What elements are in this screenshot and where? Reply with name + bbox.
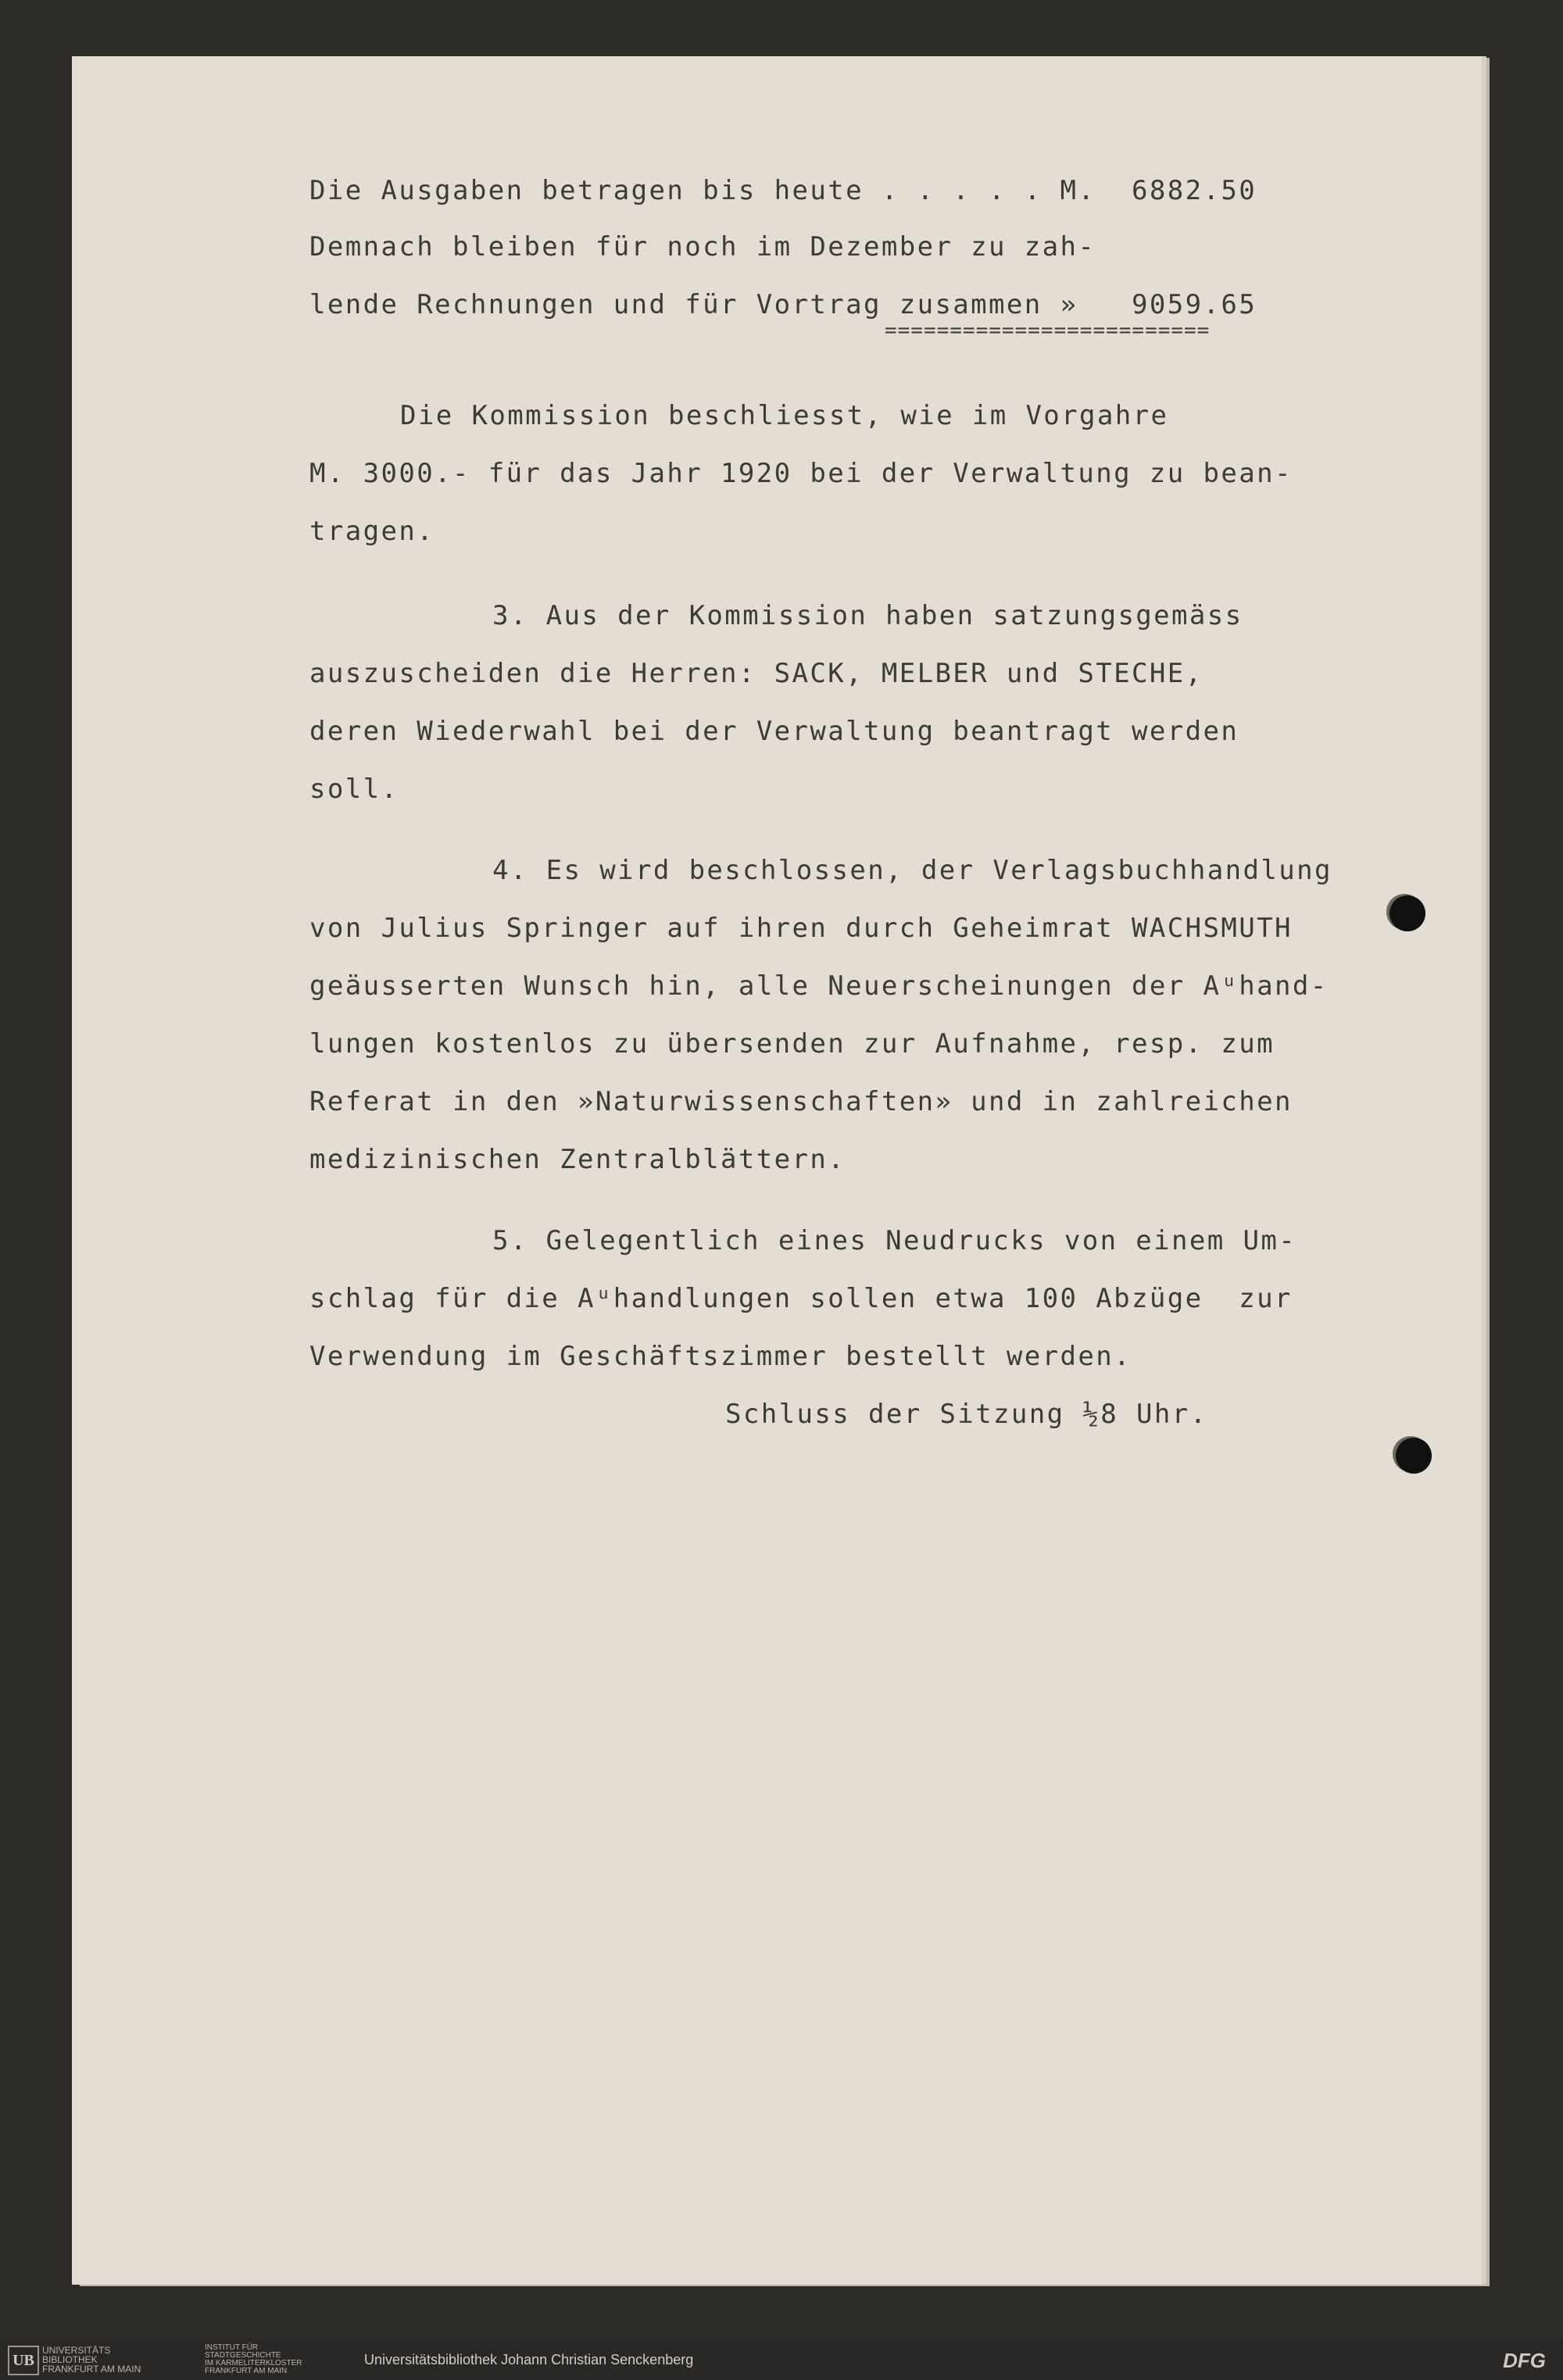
footer-bar (0, 2339, 1563, 2380)
text-line: schlag für die Aᵘhandlungen sollen etwa 100 Abzüge zur (309, 1283, 1293, 1314)
text-line: auszuscheiden die Herren: SACK, MELBER und STECHE, (309, 658, 1204, 689)
text-line: von Julius Springer auf ihren durch Geheimrat WACHSMUTH (309, 913, 1293, 944)
typed-text (72, 56, 1482, 2285)
text-line: Die Ausgaben betragen bis heute . . . . . M. 6882.50 (309, 175, 1257, 206)
text-line: lende Rechnungen und für Vortrag zusammen » 9059.65 (309, 289, 1257, 320)
text-line: M. 3000.- für das Jahr 1920 bei der Verwaltung zu bean- (309, 458, 1293, 489)
text-line: 4. Es wird beschlossen, der Verlagsbuchhandlung (492, 855, 1332, 886)
text-line: Referat in den »Naturwissenschaften» und in zahlreichen (309, 1086, 1293, 1117)
text-line: lungen kostenlos zu übersenden zur Aufnahme, resp. zum (309, 1028, 1275, 1060)
ub-logo: UB (8, 2346, 39, 2375)
dfg-logo: DFG (1503, 2349, 1546, 2372)
total-double-rule: ========================= (885, 319, 1211, 342)
text-line: 5. Gelegentlich eines Neudrucks von einem Um- (492, 1225, 1297, 1256)
text-line: medizinischen Zentralblättern. (309, 1144, 846, 1175)
text-line: tragen. (309, 516, 435, 547)
text-line: Verwendung im Geschäftszimmer bestellt werden. (309, 1341, 1132, 1372)
text-line: deren Wiederwahl bei der Verwaltung beantragt werden (309, 716, 1239, 747)
text-line: 3. Aus der Kommission haben satzungsgemäss (492, 600, 1243, 631)
text-line: geäusserten Wunsch hin, alle Neuerscheinungen der Aᵘhand- (309, 970, 1329, 1002)
library-name: Universitätsbibliothek Johann Christian Senckenberg (364, 2352, 694, 2367)
text-line: Schluss der Sitzung ½8 Uhr. (725, 1399, 1208, 1430)
text-line: Demnach bleiben für noch im Dezember zu zah- (309, 231, 1096, 263)
text-line: Die Kommission beschliesst, wie im Vorgahre (400, 400, 1169, 431)
institut-text: INSTITUT FÜR STADTGESCHICHTE IM KARMELITERKLOSTER FRANKFURT AM MAIN (205, 2343, 302, 2375)
ub-text: UNIVERSITÄTS BIBLIOTHEK FRANKFURT AM MAIN (42, 2345, 141, 2375)
text-line: soll. (309, 774, 399, 805)
document-page (72, 56, 1482, 2285)
